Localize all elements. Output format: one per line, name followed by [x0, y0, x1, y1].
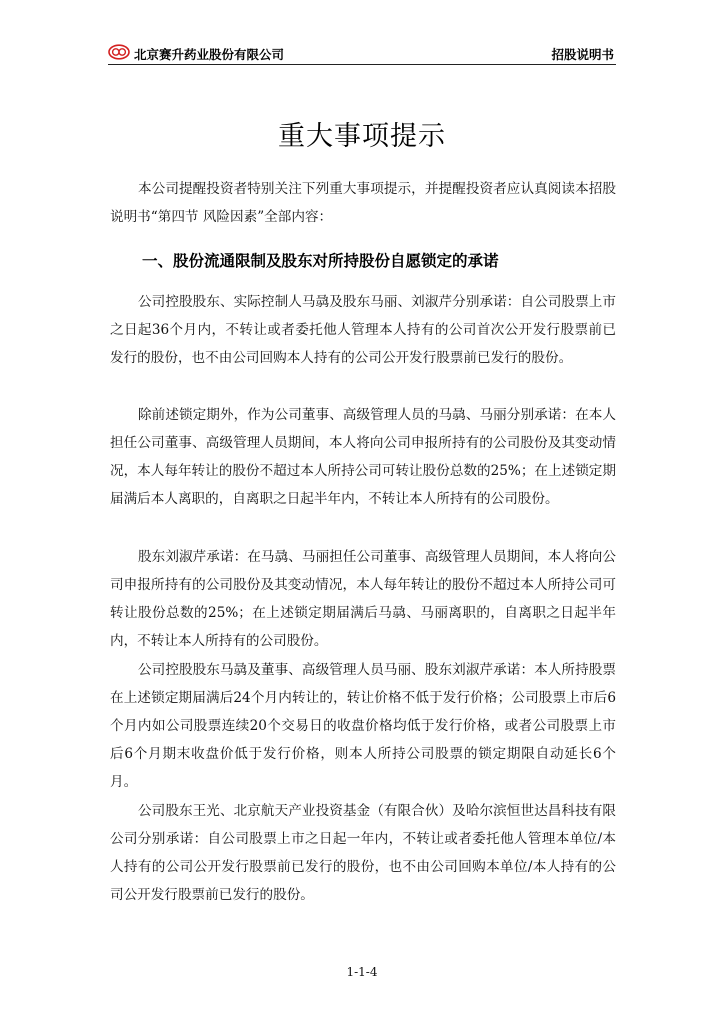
paragraph-price-commitment: 公司控股股东马骉及董事、高级管理人员马丽、股东刘淑芹承诺：本人所持股票在上述锁定期届满后24个月内转让的，转让价格不低于发行价格；公司股票上市后6个月内如公司股票连续20个交易日的收盘价格均低于发行价格，或者公司股票上市后6个月期末收盘价低于发行价格，则本人所持公司股票的锁定期限自动延长6个月。 — [110, 662, 616, 790]
company-logo-icon — [108, 44, 130, 60]
paragraph-other-shareholders: 公司股东王光、北京航天产业投资基金（有限合伙）及哈尔滨恒世达昌科技有限公司分别承诺：自公司股票上市之日起一年内，不转让或者委托他人管理本单位/本人持有的公司公开发行股票前已发行的股份，也不由公司回购本单位/本人持有的公司公开发行股票前已发行的股份。 — [110, 803, 616, 903]
paragraph-shareholder-liu-commitment: 股东刘淑芹承诺：在马骉、马丽担任公司董事、高级管理人员期间，本人将向公司申报所持有的公司股份及其变动情况，本人每年转让的股份不超过本人所持公司可转让股份总数的25%；在上述锁定期届满后马骉、马丽离职的，自离职之日起半年内，不转让本人所持有的公司股份。 — [110, 549, 616, 649]
page-title: 重大事项提示 — [278, 121, 446, 152]
section-heading: 一、股份流通限制及股东对所持股份自愿锁定的承诺 — [142, 252, 499, 270]
document-type: 招股说明书 — [551, 47, 614, 62]
page-header — [108, 42, 616, 65]
company-name: 北京赛升药业股份有限公司 — [134, 47, 285, 62]
page-number: 1-1-4 — [346, 965, 378, 979]
intro-paragraph: 本公司提醒投资者特别关注下列重大事项提示，并提醒投资者应认真阅读本招股说明书“第四节 风险因素”全部内容： — [110, 181, 616, 225]
paragraph-director-commitment: 除前述锁定期外，作为公司董事、高级管理人员的马骉、马丽分别承诺：在本人担任公司董事、高级管理人员期间，本人将向公司申报所持有的公司股份及其变动情况，本人每年转让的股份不超过本人所持公司可转让股份总数的25%；在上述锁定期届满后本人离职的，自离职之日起半年内，不转让本人所持有的公司股份。 — [110, 407, 616, 507]
paragraph-controlling-shareholder-lockup: 公司控股股东、实际控制人马骉及股东马丽、刘淑芹分别承诺：自公司股票上市之日起36个月内，不转让或者委托他人管理本人持有的公司首次公开发行股票前已发行的股份，也不由公司回购本人持有的公司公开发行股票前已发行的股份。 — [110, 294, 616, 366]
